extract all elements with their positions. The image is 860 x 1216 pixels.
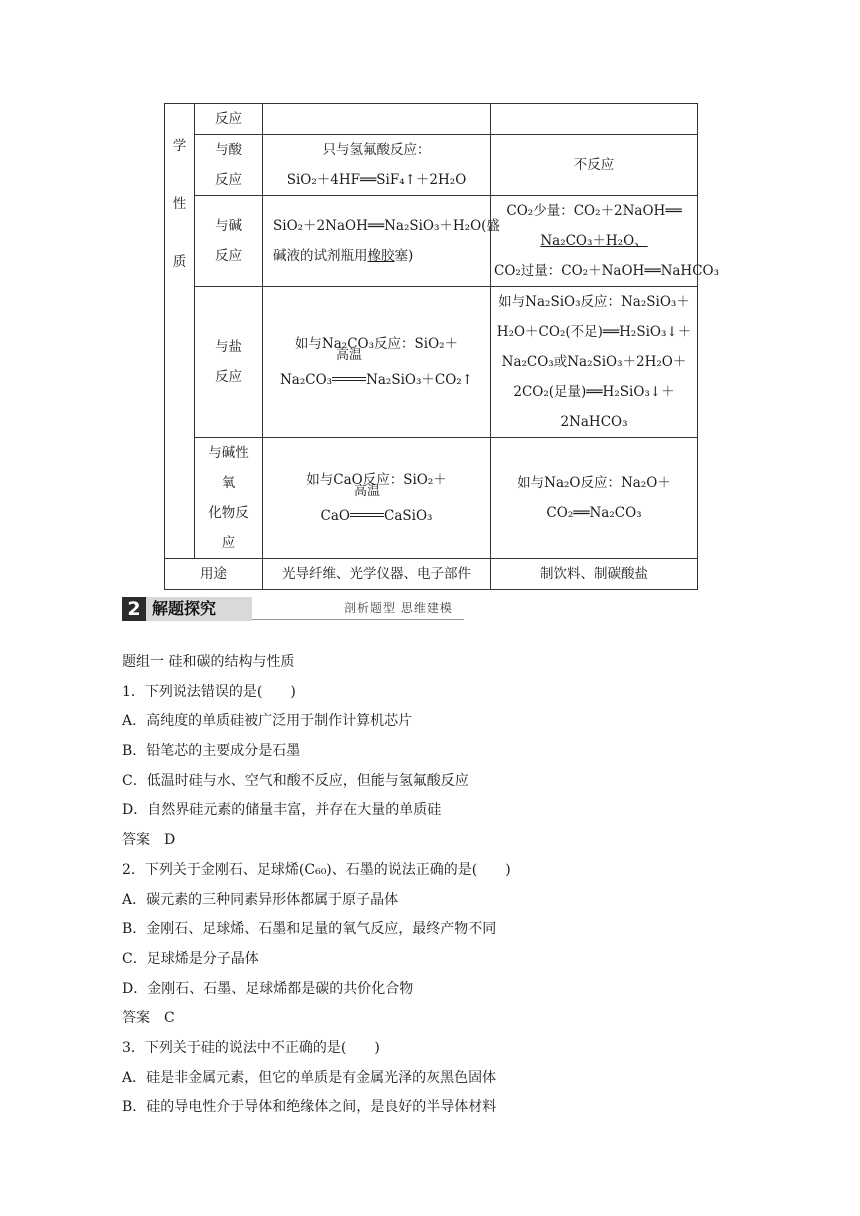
option-line: C．足球烯是分子晶体 — [122, 950, 259, 967]
option-line: D．金刚石、石墨、足球烯都是碳的共价化合物 — [122, 980, 414, 997]
group-heading: 题组一 硅和碳的结构与性质 — [122, 654, 295, 670]
high-temp-condition: 高温 — [350, 501, 384, 531]
c-cell: 如与Na₂SiO₃反应：Na₂SiO₃＋ H₂O＋CO₂(不足)══H₂SiO₃↓＋ Na₂CO₃或Na₂SiO₃＋2H₂O＋ 2CO₂(足量)══H₂SiO₃↓＋ 2NaHCO₃ — [491, 287, 698, 438]
c-cell: 不反应 — [491, 135, 698, 196]
high-temp-condition: 高温 — [332, 365, 366, 395]
answer-line: 答案 D — [122, 832, 176, 849]
table-row — [165, 287, 698, 438]
table-row — [165, 559, 698, 590]
properties-table — [164, 103, 720, 590]
question-stem: 1．下列说法错误的是( ) — [122, 683, 296, 700]
header-rule — [252, 619, 464, 620]
questions-content — [122, 648, 742, 1123]
rubber-highlight: 橡胶 — [367, 248, 395, 264]
row-label: 反应 — [195, 104, 263, 135]
option-line: B．铅笔芯的主要成分是石墨 — [122, 743, 301, 760]
row-label: 与酸 反应 — [195, 135, 263, 196]
table-row — [165, 438, 698, 559]
category-cell: 学 性 质 — [165, 104, 195, 438]
si-cell: 只与氢氟酸反应： SiO₂＋4HF══SiF₄↑＋2H₂O — [263, 135, 491, 196]
c-cell: CO₂少量：CO₂＋2NaOH══ Na₂CO₃＋H₂O、 CO₂过量：CO₂＋NaOH══NaHCO₃ — [491, 196, 698, 287]
option-line: C．低温时硅与水、空气和酸不反应，但能与氢氟酸反应 — [122, 772, 469, 789]
c-usage: 制饮料、制碳酸盐 — [491, 559, 698, 590]
section-number: 2 — [122, 597, 146, 621]
section-title: 解题探究 — [146, 597, 252, 621]
si-cell: 如与CaO反应：SiO₂＋ CaO 高温 CaSiO₃ — [263, 438, 491, 559]
option-line: A．碳元素的三种同素异形体都属于原子晶体 — [122, 891, 399, 908]
row-label: 与盐 反应 — [195, 287, 263, 438]
option-line: A．高纯度的单质硅被广泛用于制作计算机芯片 — [122, 713, 413, 730]
question-stem: 2．下列关于金刚石、足球烯(C₆₀)、石墨的说法正确的是( ) — [122, 861, 511, 878]
c-cell — [491, 104, 698, 135]
option-line: A．硅是非金属元素，但它的单质是有金属光泽的灰黑色固体 — [122, 1069, 497, 1086]
row-label: 与碱性 氧 化物反 应 — [195, 438, 263, 559]
row-label: 与碱 反应 — [195, 196, 263, 287]
si-cell — [263, 104, 491, 135]
question-stem: 3．下列关于硅的说法中不正确的是( ) — [122, 1039, 380, 1056]
si-cell: 如与Na₂CO₃反应：SiO₂＋ Na₂CO₃ 高温 Na₂SiO₃＋CO₂↑ — [263, 287, 491, 438]
option-line: B．硅的导电性介于导体和绝缘体之间，是良好的半导体材料 — [122, 1099, 497, 1116]
answer-line: 答案 C — [122, 1010, 175, 1027]
table-row — [165, 135, 698, 196]
table-row — [165, 104, 698, 135]
section-header — [122, 595, 464, 623]
table-row — [165, 196, 698, 287]
section-subtitle: 剖析题型 思维建模 — [344, 601, 453, 615]
option-line: D．自然界硅元素的储量丰富，并存在大量的单质硅 — [122, 802, 442, 819]
usage-label: 用途 — [165, 559, 263, 590]
si-usage: 光导纤维、光学仪器、电子部件 — [263, 559, 491, 590]
c-cell: 如与Na₂O反应：Na₂O＋ CO₂══Na₂CO₃ — [491, 438, 698, 559]
option-line: B．金刚石、足球烯、石墨和足量的氧气反应，最终产物不同 — [122, 921, 497, 938]
category-cell-bottom — [165, 438, 195, 559]
si-cell: SiO₂＋2NaOH══Na₂SiO₃＋H₂O(盛 碱液的试剂瓶用橡胶塞) — [263, 196, 491, 287]
